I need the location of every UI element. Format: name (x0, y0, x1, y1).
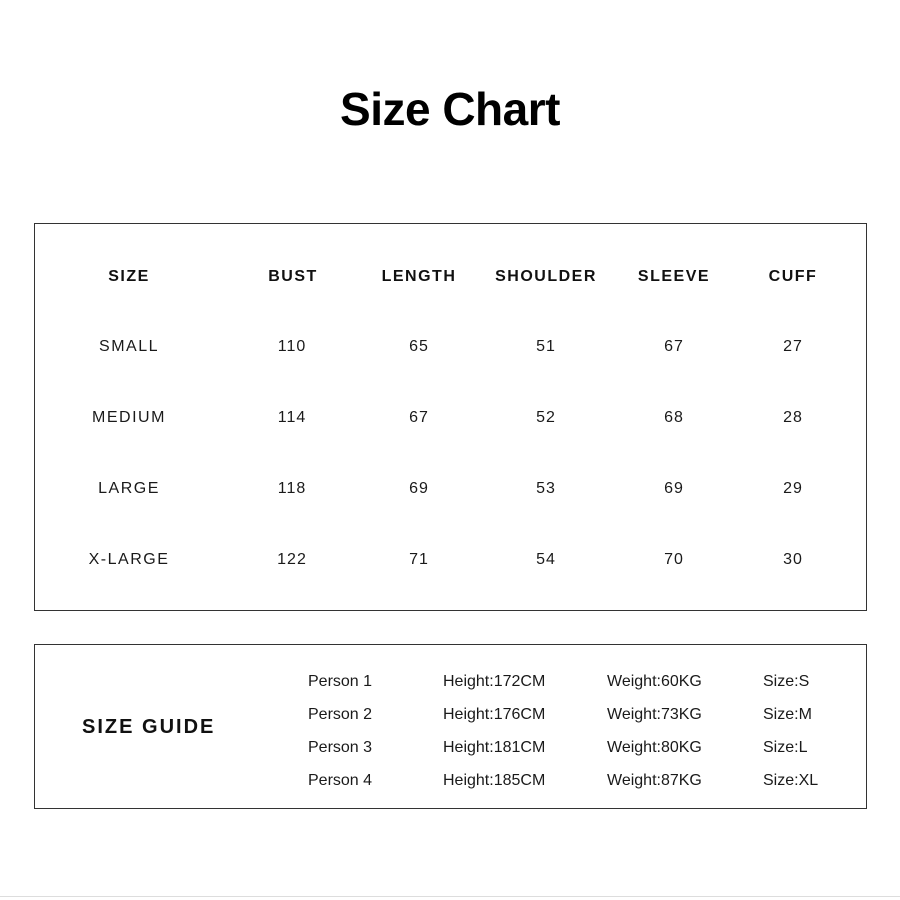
bust-value: 118 (277, 480, 307, 497)
size-label: X-LARGE (88, 551, 170, 568)
length-value: 71 (409, 551, 429, 568)
length-value: 69 (409, 480, 429, 497)
person-height: Height:176CM (443, 706, 546, 723)
length-value: 67 (409, 409, 429, 426)
shoulder-value: 54 (536, 551, 556, 568)
bottom-divider (0, 896, 900, 897)
column-header-shoulder: SHOULDER (495, 268, 597, 285)
shoulder-value: 52 (536, 409, 556, 426)
bust-value: 122 (277, 551, 307, 568)
person-size: Size:XL (763, 772, 819, 789)
sleeve-value: 68 (664, 409, 684, 426)
sleeve-value: 69 (664, 480, 684, 497)
size-label: SMALL (99, 338, 159, 355)
column-header-size: SIZE (108, 268, 150, 285)
bust-value: 110 (277, 338, 307, 355)
person-height: Height:181CM (443, 739, 546, 756)
sleeve-value: 67 (664, 338, 684, 355)
person-height: Height:185CM (443, 772, 546, 789)
column-header-cuff: CUFF (768, 268, 818, 285)
person-name: Person 2 (308, 706, 373, 723)
person-weight: Weight:80KG (607, 739, 702, 756)
column-header-sleeve: SLEEVE (637, 268, 711, 285)
size-label: MEDIUM (92, 409, 166, 426)
shoulder-value: 53 (536, 480, 556, 497)
person-size: Size:L (763, 739, 808, 756)
person-size: Size:S (763, 673, 810, 690)
cuff-value: 27 (783, 338, 803, 355)
length-value: 65 (409, 338, 429, 355)
person-height: Height:172CM (443, 673, 546, 690)
cuff-value: 28 (783, 409, 803, 426)
person-name: Person 1 (308, 673, 373, 690)
size-label: LARGE (98, 480, 160, 497)
cuff-value: 29 (783, 480, 803, 497)
size-guide-title: SIZE GUIDE (82, 716, 216, 738)
person-size: Size:M (763, 706, 812, 723)
person-name: Person 3 (308, 739, 373, 756)
column-header-length: LENGTH (381, 268, 457, 285)
column-header-bust: BUST (268, 268, 318, 285)
shoulder-value: 51 (536, 338, 556, 355)
person-name: Person 4 (308, 772, 373, 789)
person-weight: Weight:73KG (607, 706, 702, 723)
bust-value: 114 (277, 409, 307, 426)
person-weight: Weight:60KG (607, 673, 702, 690)
person-weight: Weight:87KG (607, 772, 702, 789)
page-title: Size Chart (340, 83, 560, 135)
cuff-value: 30 (783, 551, 803, 568)
sleeve-value: 70 (664, 551, 684, 568)
